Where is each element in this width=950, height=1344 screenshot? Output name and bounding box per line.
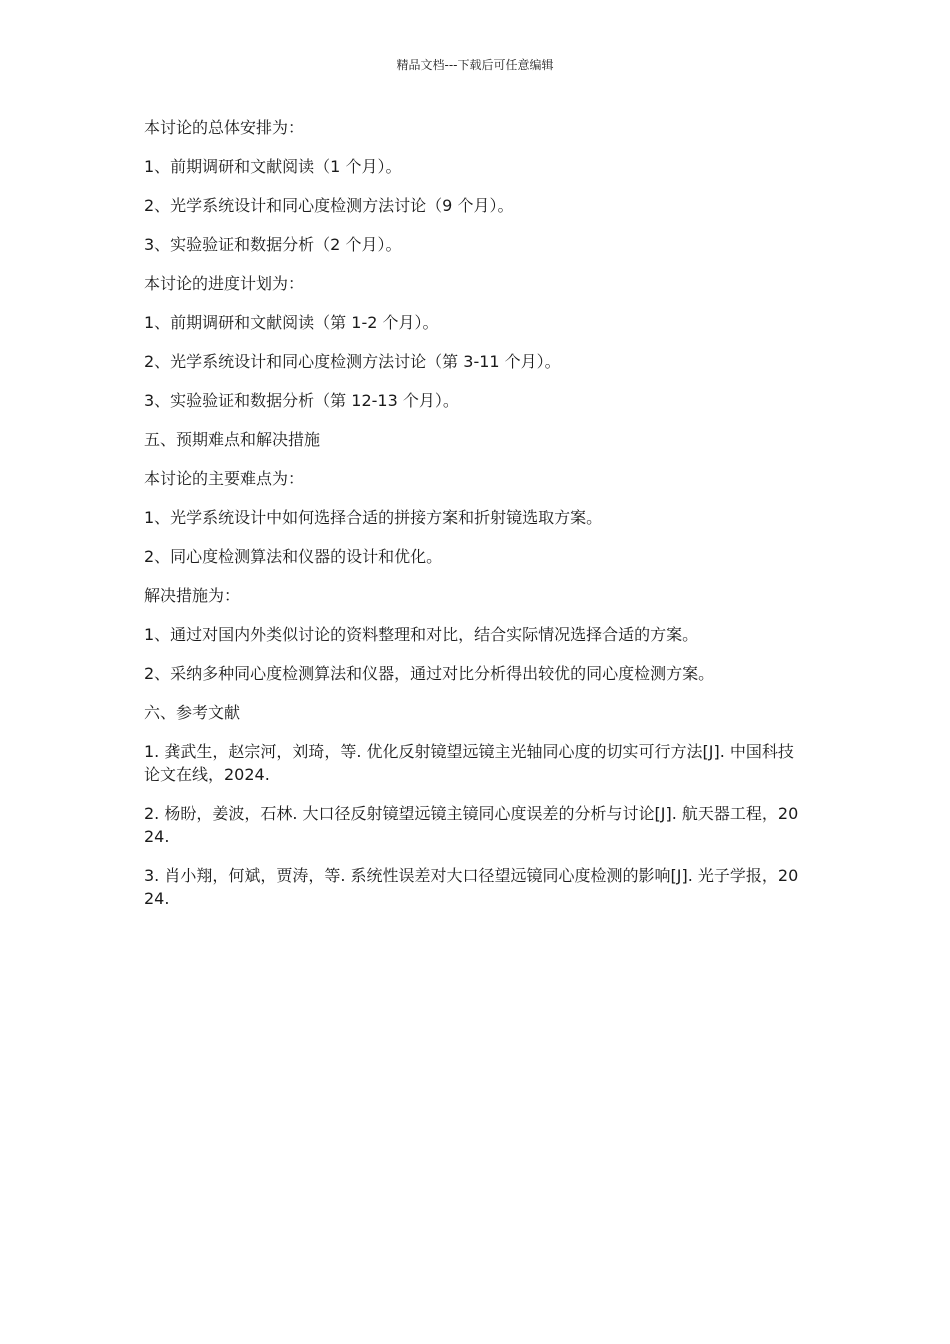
section-heading-references: 六、参考文献 — [144, 703, 241, 722]
section-intro-solutions: 解决措施为： — [144, 586, 241, 605]
list-item: 2、同心度检测算法和仪器的设计和优化。 — [144, 547, 443, 566]
list-item: 1、光学系统设计中如何选择合适的拼接方案和折射镜选取方案。 — [144, 508, 603, 527]
document-body — [144, 116, 808, 926]
reference-item: 1. 龚武生，赵宗河，刘琦，等. 优化反射镜望远镜主光轴同心度的切实可行方法[J]. 中国科技论文在线，2024. — [144, 742, 794, 784]
section-intro-schedule: 本讨论的进度计划为： — [144, 274, 305, 293]
list-item: 1、通过对国内外类似讨论的资料整理和对比，结合实际情况选择合适的方案。 — [144, 625, 699, 644]
reference-item: 2. 杨盼，姜波，石林. 大口径反射镜望远镜主镜同心度误差的分析与讨论[J]. 航天器工程，2024. — [144, 804, 799, 846]
list-item: 3、实验验证和数据分析（2 个月）。 — [144, 235, 402, 254]
list-item: 2、光学系统设计和同心度检测方法讨论（9 个月）。 — [144, 196, 514, 215]
list-item: 2、采纳多种同心度检测算法和仪器，通过对比分析得出较优的同心度检测方案。 — [144, 664, 715, 683]
section-intro-difficulties: 本讨论的主要难点为： — [144, 469, 305, 488]
page-header: 精品文档---下载后可任意编辑 — [396, 58, 554, 72]
section-intro-overall-plan: 本讨论的总体安排为： — [144, 118, 305, 137]
list-item: 3、实验验证和数据分析（第 12-13 个月）。 — [144, 391, 459, 410]
section-heading-difficulties: 五、预期难点和解决措施 — [144, 430, 321, 449]
list-item: 2、光学系统设计和同心度检测方法讨论（第 3-11 个月）。 — [144, 352, 561, 371]
list-item: 1、前期调研和文献阅读（1 个月）。 — [144, 157, 402, 176]
list-item: 1、前期调研和文献阅读（第 1-2 个月）。 — [144, 313, 439, 332]
reference-item: 3. 肖小翔，何斌，贾涛，等. 系统性误差对大口径望远镜同心度检测的影响[J]. 光子学报，2024. — [144, 866, 799, 908]
